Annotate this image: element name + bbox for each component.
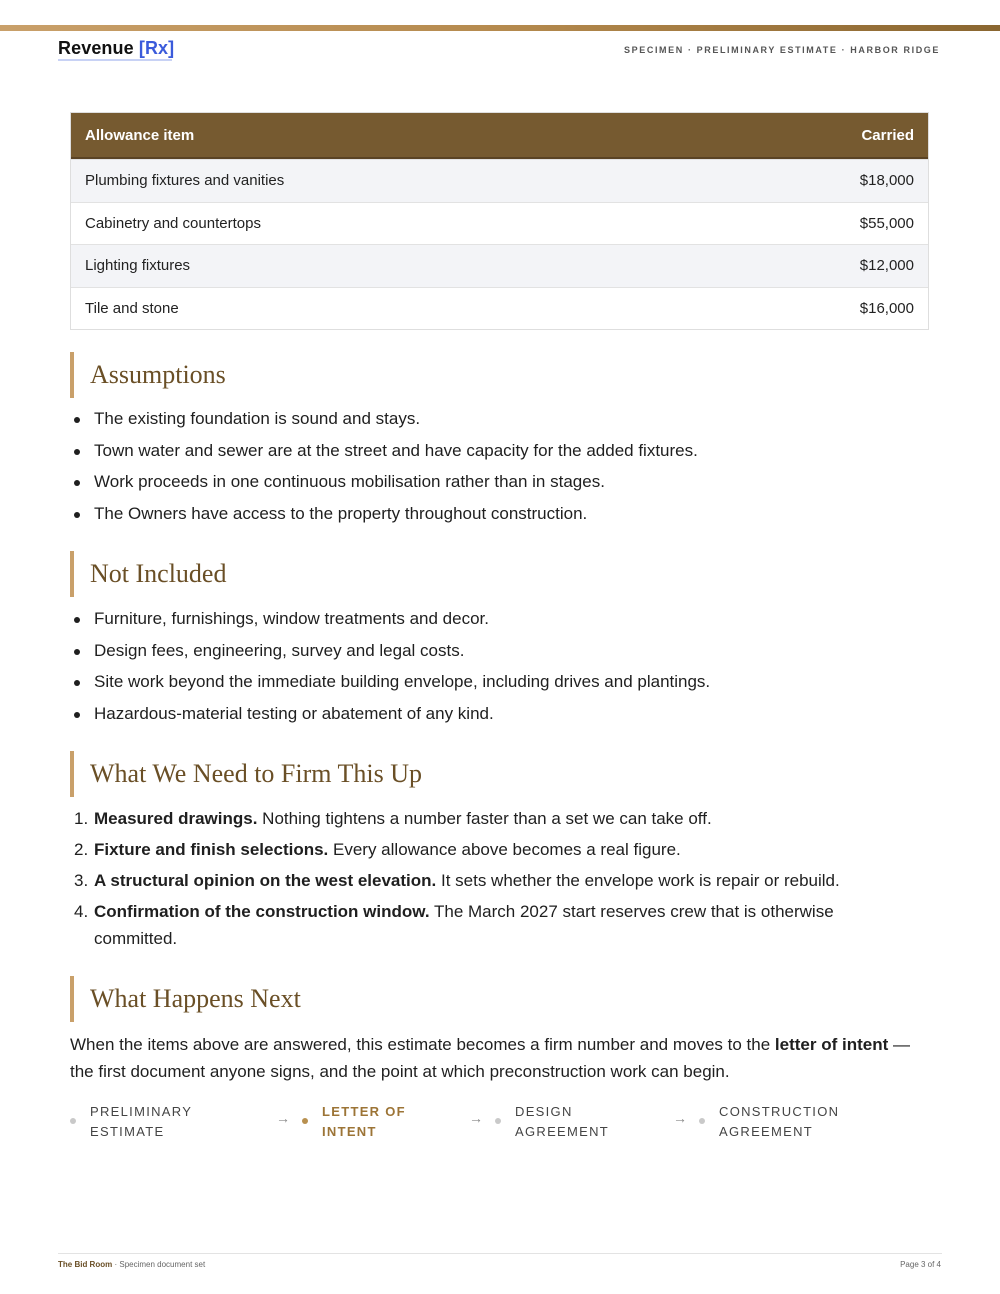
step-dot <box>699 1118 705 1124</box>
allowance-amount: $55,000 <box>859 214 914 232</box>
list-item: The Owners have access to the property throughout construction. <box>72 503 698 535</box>
list-item: Furniture, furnishings, window treatments and decor. <box>72 608 710 640</box>
heading-accent-bar <box>70 976 74 1022</box>
allowance-item: Cabinetry and countertops <box>85 214 261 232</box>
document-progression: PRELIMINARY ESTIMATE → LETTER OF INTENT → DESIGN AGREEMENT → CONSTRUCTION AGREEMENT <box>66 1100 946 1144</box>
page-number: Page 3 of 4 <box>900 1260 941 1269</box>
table-row <box>71 287 928 330</box>
page-header <box>58 36 940 62</box>
section-title: Assumptions <box>90 360 226 389</box>
not-included-list <box>72 608 710 734</box>
allowance-table <box>70 112 929 330</box>
table-row <box>71 202 928 245</box>
arrow-icon: → <box>673 1110 687 1126</box>
footer-brand: The Bid Room · Specimen document set <box>58 1260 206 1269</box>
section-title: What Happens Next <box>90 984 301 1013</box>
heading-accent-bar <box>70 352 74 398</box>
table-row <box>71 244 928 287</box>
revenue-rx-logo: Revenue [Rx] <box>58 38 175 58</box>
list-item: Work proceeds in one continuous mobilisation rather than in stages. <box>72 471 698 503</box>
list-item: 1. Measured drawings. Nothing tightens a number faster than a set we can take off. <box>74 809 712 828</box>
assumptions-list <box>72 408 698 534</box>
list-item: Hazardous-material testing or abatement of any kind. <box>72 703 710 735</box>
allowance-amount: $12,000 <box>859 257 914 274</box>
footer-divider <box>58 1253 942 1254</box>
arrow-icon: → <box>469 1110 483 1126</box>
section-title: What We Need to Firm This Up <box>90 759 423 788</box>
step-dot <box>495 1118 501 1124</box>
allowance-item: Tile and stone <box>85 299 179 317</box>
column-header-carried: Carried <box>861 127 914 144</box>
top-accent-rule <box>0 0 1000 31</box>
column-header-item: Allowance item <box>85 127 195 144</box>
list-item: Design fees, engineering, survey and legal costs. <box>72 640 710 672</box>
step-dot <box>70 1118 76 1124</box>
list-item: The existing foundation is sound and stays. <box>72 408 698 440</box>
section-title: Not Included <box>90 559 227 588</box>
allowance-amount: $16,000 <box>859 299 914 317</box>
document-meta: SPECIMEN · PRELIMINARY ESTIMATE · HARBOR RIDGE <box>624 45 940 55</box>
list-item: Site work beyond the immediate building envelope, including drives and plantings. <box>72 671 710 703</box>
allowance-amount: $18,000 <box>859 172 914 189</box>
allowance-item: Lighting fixtures <box>85 257 191 274</box>
heading-accent-bar <box>70 551 74 597</box>
table-header <box>71 113 928 159</box>
firm-up-list <box>74 805 904 956</box>
heading-accent-bar <box>70 751 74 797</box>
list-item: Town water and sewer are at the street and have capacity for the added fixtures. <box>72 440 698 472</box>
arrow-icon: → <box>276 1110 290 1126</box>
step-dot <box>302 1118 308 1124</box>
list-item: 3. A structural opinion on the west elevation. It sets whether the envelope work is repair or rebuild. <box>74 871 840 890</box>
next-paragraph: When the items above are answered, this estimate becomes a firm number and moves to the letter of intent — the first document anyone signs, and the point at which preconstruction work can begin. <box>70 1035 910 1081</box>
table-row <box>71 159 928 202</box>
list-item: 4. Confirmation of the construction window. The March 2027 start reserves crew that is otherwise committed. <box>74 902 834 948</box>
list-item: 2. Fixture and finish selections. Every allowance above becomes a real figure. <box>74 840 681 859</box>
logo-underline <box>58 59 172 61</box>
allowance-item: Plumbing fixtures and vanities <box>85 172 285 189</box>
